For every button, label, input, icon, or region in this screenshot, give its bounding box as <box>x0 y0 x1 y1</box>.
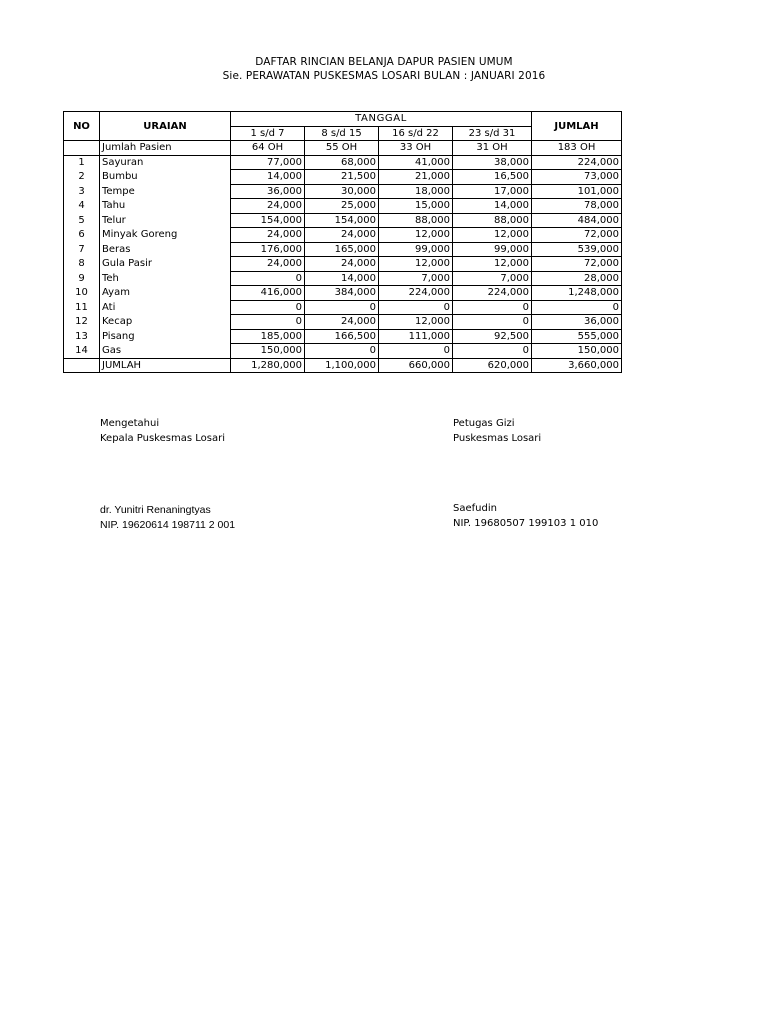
table-row <box>64 184 622 199</box>
row-period-value: 416,000 <box>231 286 305 301</box>
row-period-value: 0 <box>231 271 305 286</box>
row-period-value: 7,000 <box>379 271 453 286</box>
row-period-value: 99,000 <box>453 242 532 257</box>
header-period: 1 s/d 7 <box>231 126 305 141</box>
row-item: Teh <box>100 271 231 286</box>
row-period-value: 185,000 <box>231 329 305 344</box>
total-no <box>64 358 100 373</box>
row-item: Telur <box>100 213 231 228</box>
row-item: Tempe <box>100 184 231 199</box>
row-period-value: 12,000 <box>379 315 453 330</box>
row-item: Gula Pasir <box>100 257 231 272</box>
row-total: 72,000 <box>532 257 622 272</box>
table-row <box>64 344 622 359</box>
table-row <box>64 257 622 272</box>
row-item: Ayam <box>100 286 231 301</box>
header-uraian: URAIAN <box>100 112 231 141</box>
row-no: 10 <box>64 286 100 301</box>
row-no: 1 <box>64 155 100 170</box>
row-period-value: 17,000 <box>453 184 532 199</box>
row-period-value: 165,000 <box>305 242 379 257</box>
expense-table <box>63 111 622 373</box>
total-period-value: 660,000 <box>379 358 453 373</box>
patient-count-no <box>64 141 100 156</box>
row-period-value: 0 <box>305 300 379 315</box>
total-period-value: 1,100,000 <box>305 358 379 373</box>
row-no: 6 <box>64 228 100 243</box>
signature-left-nip: NIP. 19620614 198711 2 001 <box>100 519 236 531</box>
row-no: 8 <box>64 257 100 272</box>
row-period-value: 0 <box>453 315 532 330</box>
row-item: Tahu <box>100 199 231 214</box>
patient-count-value: 31 OH <box>453 141 532 156</box>
row-total: 555,000 <box>532 329 622 344</box>
row-period-value: 77,000 <box>231 155 305 170</box>
signature-right-line2: Puskesmas Losari <box>453 433 542 444</box>
row-period-value: 14,000 <box>305 271 379 286</box>
row-period-value: 0 <box>305 344 379 359</box>
row-no: 13 <box>64 329 100 344</box>
row-period-value: 0 <box>453 300 532 315</box>
row-period-value: 154,000 <box>231 213 305 228</box>
row-period-value: 384,000 <box>305 286 379 301</box>
row-period-value: 166,500 <box>305 329 379 344</box>
row-total: 78,000 <box>532 199 622 214</box>
row-total: 539,000 <box>532 242 622 257</box>
row-period-value: 24,000 <box>231 228 305 243</box>
row-period-value: 176,000 <box>231 242 305 257</box>
row-period-value: 0 <box>231 300 305 315</box>
patient-count-row <box>64 141 622 156</box>
row-period-value: 24,000 <box>231 257 305 272</box>
signature-left-heading <box>100 416 225 446</box>
patient-count-value: 64 OH <box>231 141 305 156</box>
row-period-value: 25,000 <box>305 199 379 214</box>
table-row <box>64 242 622 257</box>
row-item: Minyak Goreng <box>100 228 231 243</box>
row-period-value: 150,000 <box>231 344 305 359</box>
row-period-value: 38,000 <box>453 155 532 170</box>
row-period-value: 12,000 <box>453 257 532 272</box>
document-subtitle: Sie. PERAWATAN PUSKESMAS LOSARI BULAN : JANUARI 2016 <box>222 70 546 82</box>
row-period-value: 12,000 <box>453 228 532 243</box>
row-no: 4 <box>64 199 100 214</box>
row-total: 72,000 <box>532 228 622 243</box>
grand-total: 3,660,000 <box>532 358 622 373</box>
row-period-value: 88,000 <box>379 213 453 228</box>
table-row <box>64 170 622 185</box>
row-period-value: 24,000 <box>305 315 379 330</box>
row-item: Gas <box>100 344 231 359</box>
row-no: 3 <box>64 184 100 199</box>
table-row <box>64 329 622 344</box>
table-row <box>64 199 622 214</box>
row-item: Kecap <box>100 315 231 330</box>
signature-left-line1: Mengetahui <box>100 418 160 429</box>
row-period-value: 92,500 <box>453 329 532 344</box>
table-row <box>64 300 622 315</box>
row-total: 28,000 <box>532 271 622 286</box>
row-total: 484,000 <box>532 213 622 228</box>
row-total: 101,000 <box>532 184 622 199</box>
header-tanggal: TANGGAL <box>231 112 532 127</box>
table-row <box>64 286 622 301</box>
table-row <box>64 228 622 243</box>
header-period: 23 s/d 31 <box>453 126 532 141</box>
row-period-value: 21,500 <box>305 170 379 185</box>
table-row <box>64 271 622 286</box>
table-row <box>64 315 622 330</box>
row-item: Pisang <box>100 329 231 344</box>
row-total: 1,248,000 <box>532 286 622 301</box>
total-period-value: 1,280,000 <box>231 358 305 373</box>
row-period-value: 88,000 <box>453 213 532 228</box>
row-total: 224,000 <box>532 155 622 170</box>
row-no: 9 <box>64 271 100 286</box>
total-period-value: 620,000 <box>453 358 532 373</box>
row-period-value: 16,500 <box>453 170 532 185</box>
row-item: Sayuran <box>100 155 231 170</box>
row-period-value: 21,000 <box>379 170 453 185</box>
row-period-value: 0 <box>379 300 453 315</box>
total-label: JUMLAH <box>100 358 231 373</box>
row-item: Ati <box>100 300 231 315</box>
signature-left-signer <box>100 503 235 533</box>
row-period-value: 24,000 <box>305 228 379 243</box>
row-period-value: 14,000 <box>231 170 305 185</box>
signature-right-signer <box>453 501 598 531</box>
row-period-value: 14,000 <box>453 199 532 214</box>
table-row <box>64 213 622 228</box>
signature-right-line1: Petugas Gizi <box>453 418 515 429</box>
row-period-value: 30,000 <box>305 184 379 199</box>
row-period-value: 154,000 <box>305 213 379 228</box>
row-period-value: 41,000 <box>379 155 453 170</box>
row-period-value: 0 <box>231 315 305 330</box>
row-item: Bumbu <box>100 170 231 185</box>
row-period-value: 0 <box>453 344 532 359</box>
row-period-value: 68,000 <box>305 155 379 170</box>
signature-left-line2: Kepala Puskesmas Losari <box>100 433 225 444</box>
row-period-value: 0 <box>379 344 453 359</box>
row-period-value: 7,000 <box>453 271 532 286</box>
row-no: 7 <box>64 242 100 257</box>
header-jumlah: JUMLAH <box>532 112 622 141</box>
row-period-value: 224,000 <box>453 286 532 301</box>
table-row <box>64 155 622 170</box>
row-no: 11 <box>64 300 100 315</box>
row-period-value: 18,000 <box>379 184 453 199</box>
total-row <box>64 358 622 373</box>
row-period-value: 15,000 <box>379 199 453 214</box>
patient-count-label: Jumlah Pasien <box>100 141 231 156</box>
row-no: 12 <box>64 315 100 330</box>
row-total: 36,000 <box>532 315 622 330</box>
row-period-value: 111,000 <box>379 329 453 344</box>
row-period-value: 24,000 <box>305 257 379 272</box>
header-period: 8 s/d 15 <box>305 126 379 141</box>
row-period-value: 99,000 <box>379 242 453 257</box>
row-period-value: 12,000 <box>379 257 453 272</box>
signature-right-name: Saefudin <box>453 503 497 514</box>
patient-count-value: 55 OH <box>305 141 379 156</box>
patient-count-total: 183 OH <box>532 141 622 156</box>
row-item: Beras <box>100 242 231 257</box>
row-period-value: 12,000 <box>379 228 453 243</box>
signature-left-name: dr. Yunitri Renaningtyas <box>100 504 211 516</box>
document-title: DAFTAR RINCIAN BELANJA DAPUR PASIEN UMUM <box>255 56 513 68</box>
row-total: 0 <box>532 300 622 315</box>
patient-count-value: 33 OH <box>379 141 453 156</box>
row-period-value: 24,000 <box>231 199 305 214</box>
row-total: 150,000 <box>532 344 622 359</box>
row-no: 5 <box>64 213 100 228</box>
row-no: 14 <box>64 344 100 359</box>
row-no: 2 <box>64 170 100 185</box>
header-no: NO <box>64 112 100 141</box>
signature-right-heading <box>453 416 541 446</box>
signature-right-nip: NIP. 19680507 199103 1 010 <box>453 518 599 529</box>
row-period-value: 224,000 <box>379 286 453 301</box>
header-period: 16 s/d 22 <box>379 126 453 141</box>
row-period-value: 36,000 <box>231 184 305 199</box>
row-total: 73,000 <box>532 170 622 185</box>
